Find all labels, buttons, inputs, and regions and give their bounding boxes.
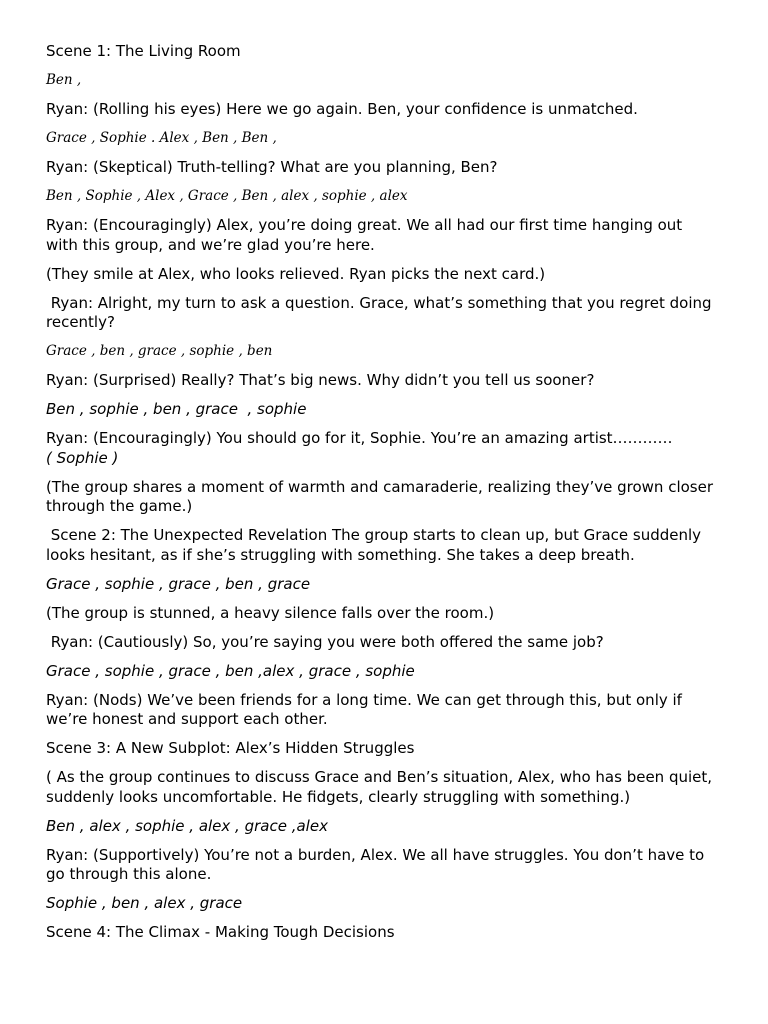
dialogue-line: Ryan: (Rolling his eyes) Here we go again. Ben, your confidence is unmatched.	[46, 100, 638, 118]
speaker-list: Sophie , ben , alex , grace	[46, 894, 243, 912]
speaker-list: Grace , Sophie . Alex , Ben , Ben ,	[46, 130, 277, 146]
speaker-list: Ben , Sophie , Alex , Grace , Ben , alex , sophie , alex	[46, 188, 408, 204]
stage-direction: (The group shares a moment of warmth and camaraderie, realizing they’ve grown closer through the game.)	[46, 477, 718, 515]
speaker-list: Grace , ben , grace , sophie , ben	[46, 343, 273, 359]
stage-direction: ( As the group continues to discuss Grace and Ben’s situation, Alex, who has been quiet, suddenly looks uncomfortable. He fidgets, clearly struggling with something.)	[46, 768, 717, 806]
dialogue-line: Ryan: (Encouragingly) You should go for it, Sophie. You’re an amazing artist…………	[46, 429, 673, 447]
scene-heading: Scene 4: The Climax - Making Tough Decisions	[46, 923, 395, 941]
document-page	[46, 42, 716, 952]
speaker-list: Ben , alex , sophie , alex , grace ,alex	[46, 816, 328, 835]
dialogue-line: Ryan: (Nods) We’ve been friends for a long time. We can get through this, but only if we’re honest and support each other.	[46, 690, 687, 728]
dialogue-line: Ryan: Alright, my turn to ask a question. Grace, what’s something that you regret doing recently?	[46, 293, 717, 331]
scene-heading: Scene 3: A New Subplot: Alex’s Hidden Struggles	[46, 739, 415, 757]
speaker-list: Grace , sophie , grace , ben , grace	[46, 574, 311, 593]
dialogue-line: Ryan: (Surprised) Really? That’s big news. Why didn’t you tell us sooner?	[46, 371, 595, 389]
speaker-list: Ben ,	[46, 72, 82, 88]
scene-heading: Scene 1: The Living Room	[46, 42, 241, 60]
speaker-list: Grace , sophie , grace , ben ,alex , grace , sophie	[46, 661, 415, 680]
scene-heading: Scene 2: The Unexpected Revelation The group starts to clean up, but Grace suddenly looks hesitant, as if she’s struggling with something. She takes a deep breath.	[46, 526, 706, 564]
dialogue-line: Ryan: (Supportively) You’re not a burden, Alex. We all have struggles. You don’t have to go through this alone.	[46, 845, 710, 883]
speaker-note: ( Sophie )	[46, 448, 119, 467]
stage-direction: (They smile at Alex, who looks relieved. Ryan picks the next card.)	[46, 264, 546, 283]
dialogue-line: Ryan: (Cautiously) So, you’re saying you were both offered the same job?	[46, 632, 604, 651]
dialogue-line: Ryan: (Encouragingly) Alex, you’re doing great. We all had our first time hanging out with this group, and we’re glad you’re here.	[46, 216, 687, 254]
speaker-list: Ben , sophie , ben , grace , sophie	[46, 400, 307, 418]
dialogue-line: Ryan: (Skeptical) Truth-telling? What are you planning, Ben?	[46, 158, 498, 176]
stage-direction: (The group is stunned, a heavy silence falls over the room.)	[46, 603, 495, 622]
